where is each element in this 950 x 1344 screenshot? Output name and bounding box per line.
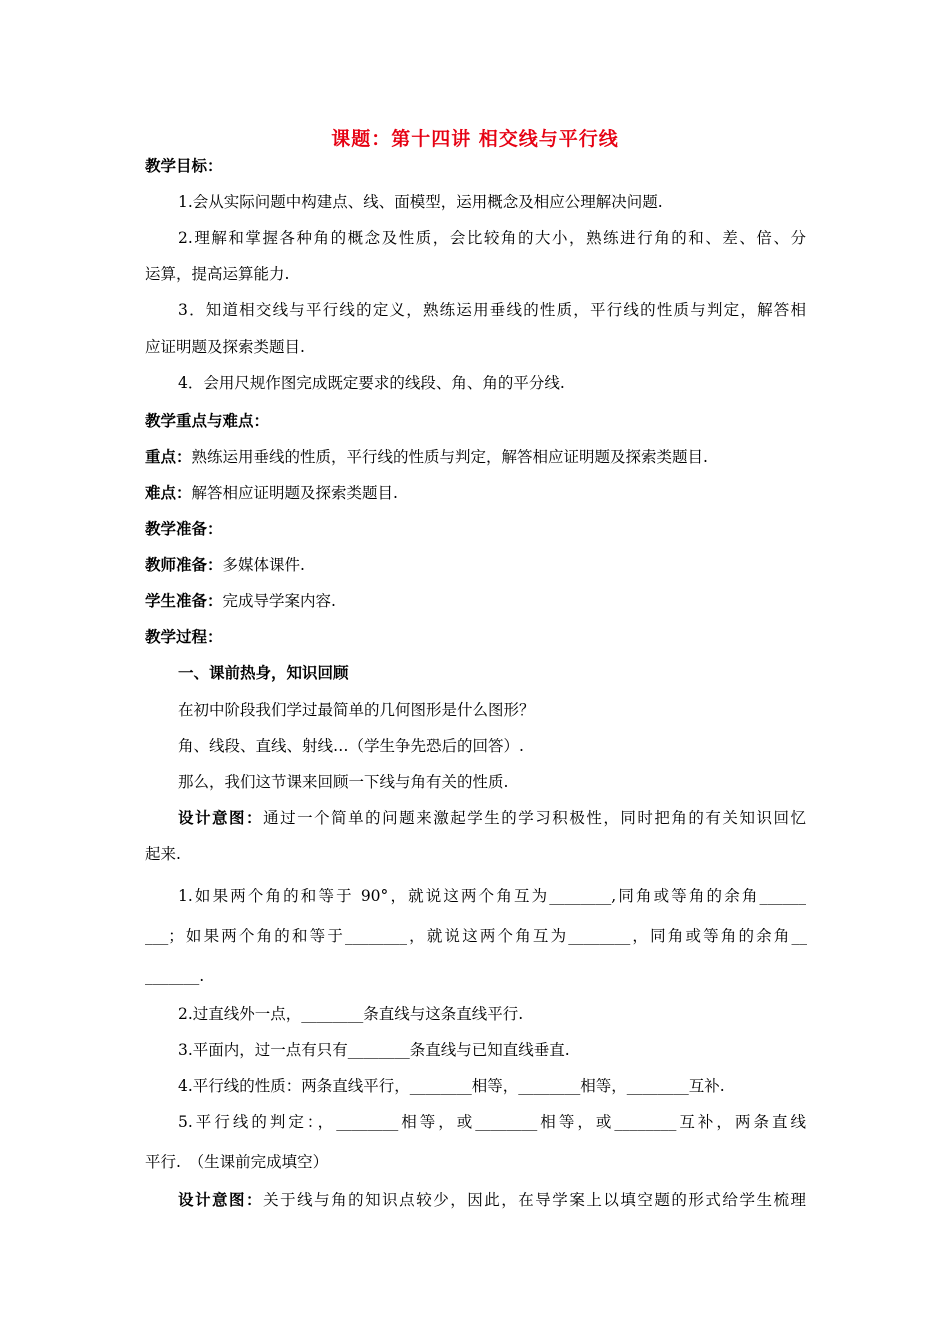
- teacher-prep-line: [145, 554, 305, 576]
- question-2: 2.过直线外一点，________条直线与这条直线平行.: [178, 1005, 524, 1023]
- objectives-heading: 教学目标：: [145, 157, 223, 175]
- objective-item-2: 2.理解和掌握各种角的概念及性质，会比较角的大小，熟练进行角的和、差、倍、分: [178, 229, 806, 247]
- question-3: 3.平面内，过一点有只有________条直线与已知直线垂直.: [178, 1041, 570, 1059]
- question-1: 1.如果两个角的和等于 90°，就说这两个角互为________,同角或等角的余角______: [178, 887, 806, 905]
- design-intent-1-text: 通过一个简单的问题来激起学生的学习积极性，同时把角的有关知识回忆: [263, 809, 806, 827]
- question-1-cont: ___；如果两个角的和等于________，就说这两个角互为________，同角或等角的余角__: [145, 927, 807, 945]
- design-intent-1-label: 设计意图：: [178, 809, 264, 827]
- objective-item-4: 4．会用尺规作图完成既定要求的线段、角、角的平分线.: [178, 374, 565, 392]
- objective-item-3: 3．知道相交线与平行线的定义，熟练运用垂线的性质，平行线的性质与判定，解答相: [178, 301, 806, 319]
- key-point-label: 重点：: [145, 448, 192, 466]
- difficulty-text: 解答相应证明题及探索类题目.: [191, 484, 398, 502]
- teacher-prep-text: 多媒体课件.: [222, 556, 305, 574]
- student-prep-label: 学生准备：: [145, 592, 223, 610]
- objective-item-1: 1.会从实际问题中构建点、线、面模型，运用概念及相应公理解决问题.: [178, 193, 663, 211]
- difficulty-line: [145, 482, 398, 504]
- design-intent-2-text: 关于线与角的知识点较少，因此，在导学案上以填空题的形式给学生梳理: [263, 1191, 806, 1209]
- design-intent-1-cont: 起来.: [145, 845, 181, 863]
- question-4: 4.平行线的性质：两条直线平行，________相等，________相等，________互补.: [178, 1077, 725, 1095]
- difficulty-label: 难点：: [145, 484, 192, 502]
- paragraph-2: 角、线段、直线、射线…（学生争先恐后的回答）.: [178, 737, 524, 755]
- question-5: 5.平行线的判定：，________相等，或________相等，或________互补，两条直线: [178, 1113, 806, 1131]
- student-prep-text: 完成导学案内容.: [222, 592, 336, 610]
- design-intent-1: [178, 807, 806, 829]
- key-point-line: [145, 446, 708, 468]
- paragraph-1: 在初中阶段我们学过最简单的几何图形是什么图形？: [178, 701, 535, 719]
- question-5-cont: 平行. （生课前完成填空）: [145, 1153, 329, 1171]
- design-intent-2-label: 设计意图：: [178, 1191, 264, 1209]
- question-1-end: _______.: [145, 967, 205, 985]
- process-heading: 教学过程：: [145, 628, 223, 646]
- preparation-heading: 教学准备：: [145, 520, 223, 538]
- key-points-heading: 教学重点与难点：: [145, 412, 270, 430]
- teacher-prep-label: 教师准备：: [145, 556, 223, 574]
- section-1-heading: 一、课前热身，知识回顾: [178, 664, 349, 682]
- page-title: 课题：第十四讲 相交线与平行线: [331, 128, 619, 150]
- design-intent-2: [178, 1189, 806, 1211]
- objective-item-3-cont: 应证明题及探索类题目.: [145, 338, 305, 356]
- key-point-text: 熟练运用垂线的性质，平行线的性质与判定，解答相应证明题及探索类题目.: [191, 448, 708, 466]
- objective-item-2-cont: 运算，提高运算能力.: [145, 265, 290, 283]
- paragraph-3: 那么，我们这节课来回顾一下线与角有关的性质.: [178, 773, 509, 791]
- student-prep-line: [145, 590, 336, 612]
